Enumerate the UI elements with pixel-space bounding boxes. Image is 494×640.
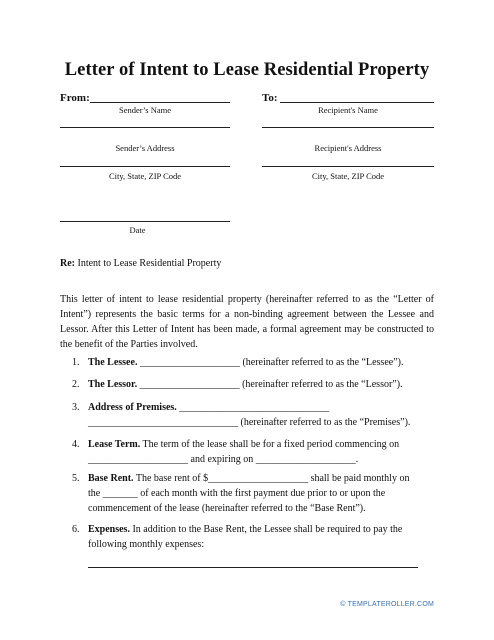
list-item (88, 471, 434, 516)
recipient-address-line[interactable] (262, 127, 434, 128)
recipient-city-caption: City, State, ZIP Code (311, 171, 385, 181)
item-heading: Expenses. (88, 524, 130, 535)
item-number: 1. (72, 357, 80, 368)
item-text: ______________________________ (176, 402, 330, 413)
re-text: Intent to Lease Residential Property (75, 258, 222, 269)
sender-city-caption: City, State, ZIP Code (108, 171, 182, 181)
date-caption: Date (129, 225, 146, 235)
document-title: Letter of Intent to Lease Residential Property (64, 60, 430, 80)
item-heading: Address of Premises. (88, 402, 177, 413)
item-number: 5. (72, 473, 80, 484)
recipient-city-line[interactable] (262, 166, 434, 167)
item-number: 6. (72, 524, 80, 535)
list-item (88, 355, 434, 370)
item-text: In addition to the Base Rent, the Lessee shall be required to pay the (129, 524, 403, 535)
expenses-line[interactable] (88, 567, 418, 568)
recipient-address-caption: Recipient's Address (314, 143, 382, 153)
item-text-line2: the _______ of each month with the first payment due prior to or upon the (88, 488, 386, 499)
item-number: 2. (72, 379, 80, 390)
list-item (88, 377, 434, 392)
item-heading: Base Rent. (88, 473, 134, 484)
list-item (88, 522, 434, 552)
sender-address-caption: Sender’s Address (115, 143, 175, 153)
item-number: 3. (72, 402, 80, 413)
sender-name-caption: Sender’s Name (118, 105, 171, 115)
re-label: Re: (60, 258, 75, 269)
item-text-line3: commencement of the lease (hereinafter referred to the “Base Rent”). (88, 503, 366, 514)
re-line (60, 258, 221, 269)
intro-paragraph: This letter of intent to lease residential property (hereinafter referred to as the “Letter of Intent”) represents the basic terms for a non-binding agreement between the Lessee and Lessor. After this Letter of Intent has been made, a formal agreement may be constructed to the benefit of the Parties involved. (60, 294, 434, 350)
footer-brand: © TEMPLATEROLLER.COM (340, 601, 434, 608)
sender-name-line[interactable] (90, 102, 230, 103)
list-item (88, 437, 434, 467)
sender-address-line[interactable] (60, 127, 230, 128)
recipient-name-caption: Recipient's Name (318, 105, 378, 115)
from-label: From: (60, 92, 90, 104)
item-heading: The Lessor. (88, 379, 138, 390)
item-text-line2: following monthly expenses: (88, 539, 205, 550)
item-heading: The Lessee. (88, 357, 138, 368)
item-text-line2: ____________________ and expiring on ____________________. (88, 454, 359, 465)
sender-city-line[interactable] (60, 166, 230, 167)
list-item (88, 400, 434, 430)
item-number: 4. (72, 439, 80, 450)
item-text: The term of the lease shall be for a fixed period commencing on (140, 439, 400, 450)
date-line[interactable] (60, 221, 230, 222)
to-label: To: (262, 92, 278, 104)
item-text: ____________________ (hereinafter referred to as the “Lessor”). (137, 379, 403, 390)
recipient-name-line[interactable] (280, 102, 434, 103)
item-text: ____________________ (hereinafter referred to as the “Lessee”). (137, 357, 404, 368)
item-text-line2: ______________________________ (hereinafter referred to as the “Premises”). (88, 417, 411, 428)
item-heading: Lease Term. (88, 439, 141, 450)
item-text: The base rent of $____________________ shall be paid monthly on (133, 473, 410, 484)
